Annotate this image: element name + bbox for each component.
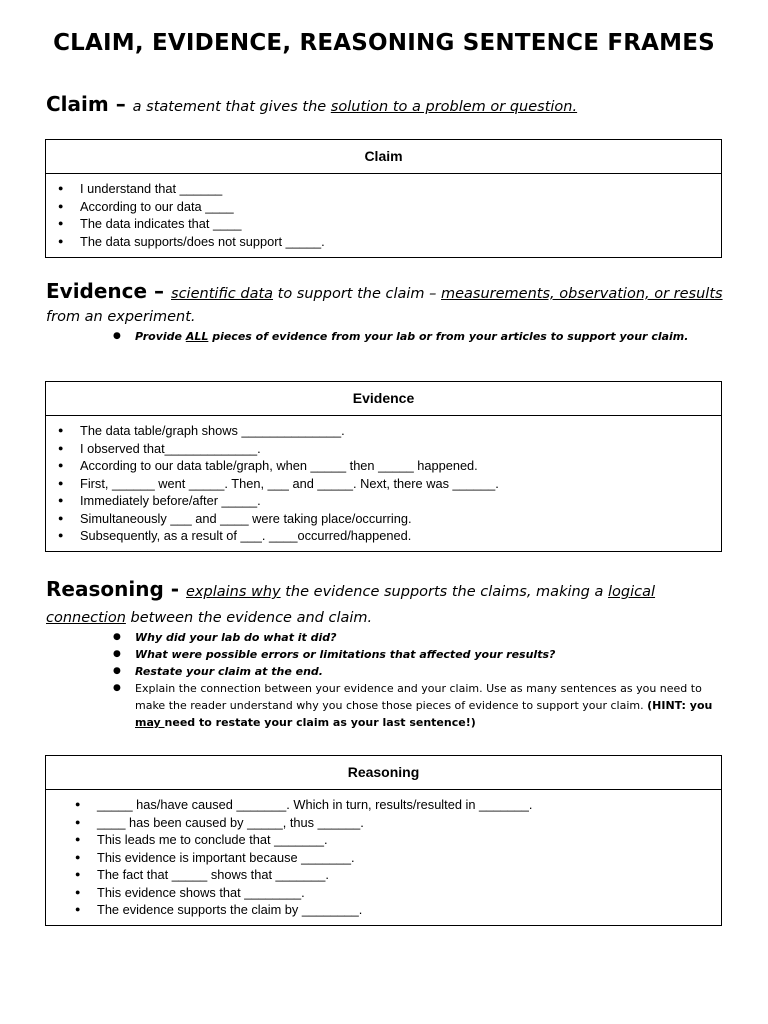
claim-frames-list [46,174,721,250]
reasoning-box [45,755,722,926]
page-title: CLAIM, EVIDENCE, REASONING SENTENCE FRAMES [53,30,715,56]
reasoning-note: ● What were possible errors or limitations that affected your results? [113,646,723,663]
reasoning-def-underlined-1: explains why [186,584,281,600]
reasoning-box-title: Reasoning [46,756,721,790]
list-item: ● I observed that_____________. [58,440,721,458]
evidence-box-title: Evidence [46,382,721,416]
reasoning-dash: - [163,577,186,601]
list-item: ● Subsequently, as a result of ___. ____occurred/happened. [58,527,721,545]
reasoning-hint-underlined: may [135,716,165,729]
evidence-def-mid: to support the claim – [273,286,441,302]
reasoning-hint-prefix: (HINT: you [647,699,713,712]
evidence-note-prefix: Provide [135,330,186,343]
list-item: ● First, ______ went _____. Then, ___ and _____. Next, there was ______. [58,475,721,493]
list-item: ● This leads me to conclude that _______. [75,831,721,849]
claim-word: Claim [46,92,109,116]
evidence-heading [46,280,726,329]
reasoning-def-mid: the evidence supports the claims, making a [280,584,608,600]
claim-box [45,139,722,258]
reasoning-explain [113,680,723,731]
list-item: ● ____ has been caused by _____, thus ______. [75,814,721,832]
claim-heading [46,93,726,119]
claim-def-underlined: solution to a problem or question. [330,99,578,115]
evidence-note-underlined: ALL [185,330,209,343]
evidence-def-underlined-1: scientific data [171,286,274,302]
list-item: ● The data indicates that ____ [58,215,721,233]
list-item: ● Simultaneously ___ and ____ were taking place/occurring. [58,510,721,528]
reasoning-notes-list [113,629,723,731]
evidence-dash: – [147,279,172,303]
reasoning-note: ● Restate your claim at the end. [113,663,723,680]
reasoning-def-end: between the evidence and claim. [125,610,373,626]
list-item: ● According to our data ____ [58,198,721,216]
claim-def-prefix: a statement that gives the [132,99,331,115]
evidence-word: Evidence [46,279,148,303]
claim-box-title: Claim [46,140,721,174]
list-item: ● I understand that ______ [58,180,721,198]
reasoning-hint-suffix: need to restate your claim as your last sentence!) [164,716,476,729]
reasoning-note: ● Why did your lab do what it did? [113,629,723,646]
reasoning-heading [46,576,726,631]
list-item: ● According to our data table/graph, when _____ then _____ happened. [58,457,721,475]
evidence-frames-list [46,416,721,545]
evidence-box [45,381,722,552]
evidence-note-suffix: pieces of evidence from your lab or from your articles to support your claim. [208,330,689,343]
list-item: ● This evidence shows that ________. [75,884,721,902]
reasoning-word: Reasoning [46,577,164,601]
list-item: ● This evidence is important because _______. [75,849,721,867]
list-item: ● The data supports/does not support _____. [58,233,721,251]
evidence-def-end: from an experiment. [46,309,196,325]
reasoning-def-underlined-2: logical connection [46,584,656,626]
list-item: ● The fact that _____ shows that _______. [75,866,721,884]
reasoning-frames-list [46,790,721,919]
evidence-note [113,328,713,345]
reasoning-explain-text: Explain the connection between your evidence and your claim. Use as many sentences as you need to make the reader understand why you chose those pieces of evidence to support your claim. [135,682,702,712]
list-item: ● _____ has/have caused _______. Which in turn, results/resulted in _______. [75,796,721,814]
list-item: ● The data table/graph shows ______________. [58,422,721,440]
evidence-def-underlined-2: measurements, observation, or results [441,286,723,302]
evidence-note-list [113,328,713,345]
list-item: ● Immediately before/after _____. [58,492,721,510]
claim-dash: – [108,92,133,116]
list-item: ● The evidence supports the claim by ________. [75,901,721,919]
